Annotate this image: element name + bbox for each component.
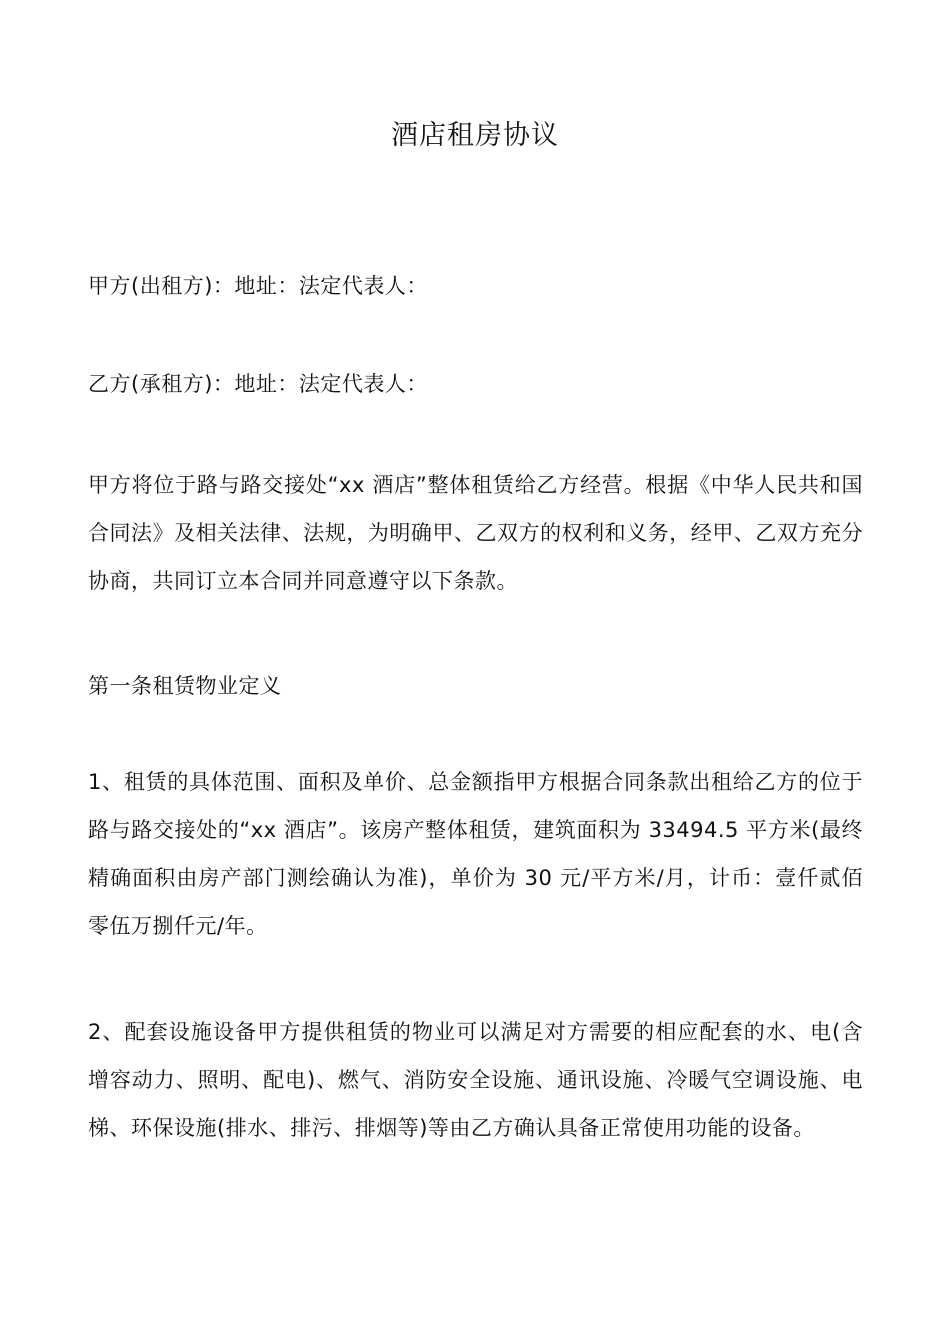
article-1-heading: 第一条租赁物业定义 <box>88 674 282 698</box>
clause-1-paragraph: 1、租赁的具体范围、面积及单价、总金额指甲方根据合同条款出租给乙方的位于路与路交接处的“xx 酒店”。该房产整体租赁，建筑面积为 33494.5 平方米(最终精确面积由房产部门测绘确认为准)，单价为 30 元/平方米/月，计币：壹仟贰佰零伍万捌仟元/年。 <box>88 770 863 938</box>
intro-paragraph: 甲方将位于路与路交接处“xx 酒店”整体租赁给乙方经营。根据《中华人民共和国合同法》及相关法律、法规，为明确甲、乙双方的权利和义务，经甲、乙双方充分协商，共同订立本合同并同意遵守以下条款。 <box>88 473 863 593</box>
document-title: 酒店租房协议 <box>391 120 559 151</box>
party-a-line: 甲方(出租方)：地址：法定代表人： <box>88 274 428 298</box>
party-b-line: 乙方(承租方)：地址：法定代表人： <box>88 372 428 396</box>
clause-2-paragraph: 2、配套设施设备甲方提供租赁的物业可以满足对方需要的相应配套的水、电(含增容动力、照明、配电)、燃气、消防安全设施、通讯设施、冷暖气空调设施、电梯、环保设施(排水、排污、排烟等)等由乙方确认具备正常使用功能的设备。 <box>88 1020 863 1140</box>
